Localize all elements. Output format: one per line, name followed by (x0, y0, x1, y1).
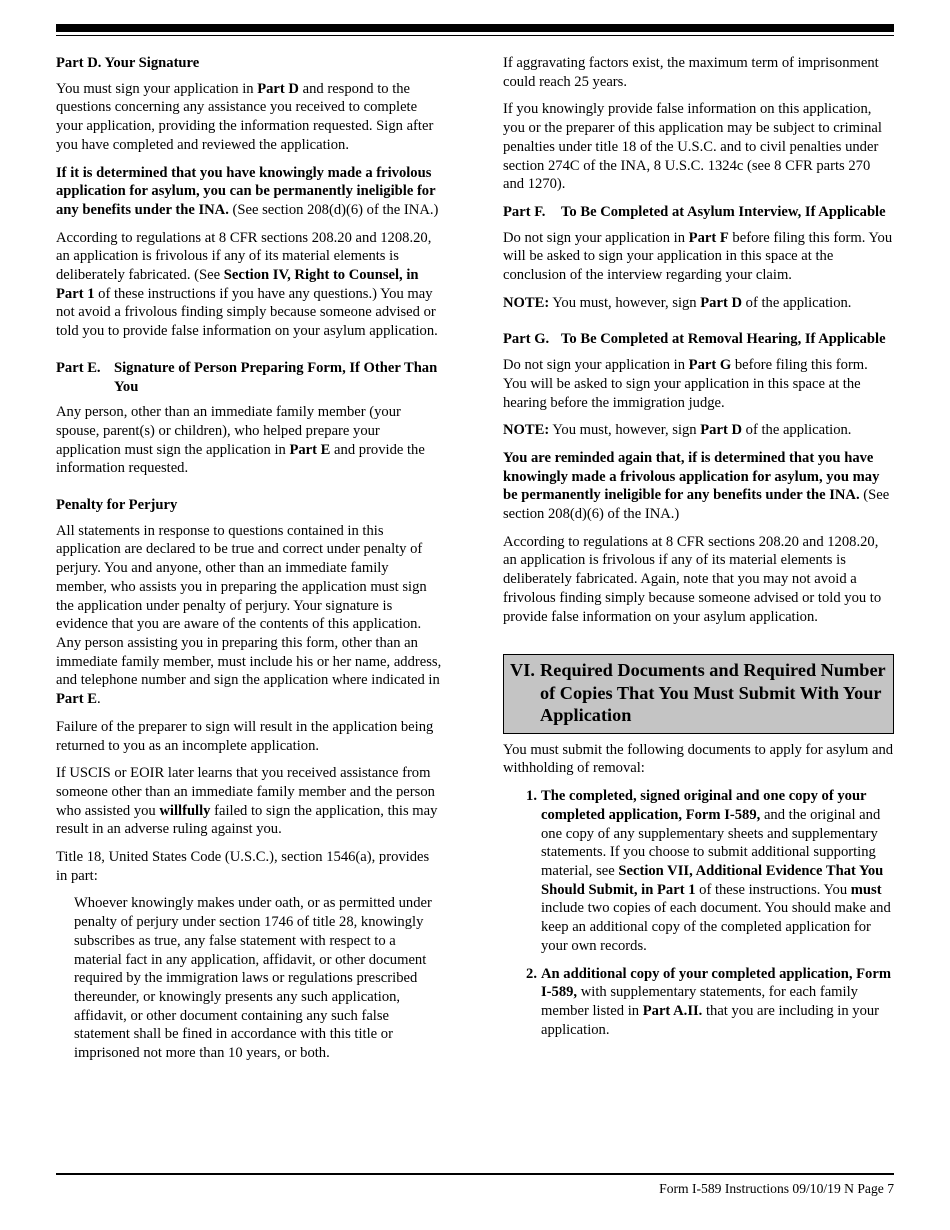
perjury-paragraph-3: If USCIS or EOIR later learns that you received assistance from someone other than an immediate family member and the person who assisted you willfully failed to sign the application, this may result in an adverse ruling against you. (56, 765, 438, 838)
part-d-paragraph-1: You must sign your application in Part D and respond to the questions concerning any assistance you received to complete your application, providing the information requested. Sign after you have completed and reviewed the application. (56, 80, 434, 153)
perjury-paragraph-1: All statements in response to questions contained in this application are declared to be true and correct under penalty of perjury. You and anyone, other than an immediate family member, who assists you in preparing the application must sign the application under penalty of perjury. Your signature is evidence that you are aware of the contents of this application. Any person assisting you in preparing this form, other than an immediate family member, must include his or her name, address, and telephone number and sign the application where indicated in Part E. (56, 522, 442, 708)
section-title: Required Documents and Required Number of Copies That You Must Submit With Your Application (540, 660, 886, 726)
aggravating-factors: If aggravating factors exist, the maximum term of imprisonment could reach 25 years. (503, 55, 879, 90)
frivolous-reminder: You are reminded again that, if is determined that you have knowingly made a frivolous application for asylum, you may be permanently ineligible for any benefits under the INA. (See section 208(d)(6) of the INA.) (503, 449, 890, 523)
footer-rule (56, 1173, 894, 1175)
perjury-paragraph-4: Title 18, United States Code (U.S.C.), section 1546(a), provides in part: (56, 849, 430, 884)
section-vi-heading (503, 654, 894, 734)
list-item: 1. The completed, signed original and one copy of your completed application, Form I-589, and the original and one copy of any supplementary sheets and supplementary statements. If you choose to submit additional supporting material, see Section VII, Additional Evidence That You Should Submit, in Part 1 of these instructions. You must include two copies of each document. You should make and keep an additional copy of the completed application for your own records. (526, 788, 891, 954)
top-rule-thin (56, 35, 894, 36)
part-f-note: NOTE: You must, however, sign Part D of the application. (503, 294, 852, 311)
part-g-heading: Part G. To Be Completed at Removal Hearing, If Applicable (503, 331, 886, 348)
perjury-paragraph-2: Failure of the preparer to sign will result in the application being returned to you as an incomplete application. (56, 718, 434, 754)
part-e-heading: Part E. Signature of Person Preparing Form, If Other Than You (56, 359, 438, 395)
part-d-frivolous-warning: If it is determined that you have knowingly made a frivolous application for asylum, you can be permanently ineligible for any benefits under the INA. (See section 208(d)(6) of the INA.) (56, 164, 439, 218)
left-column (56, 54, 442, 1063)
part-d-regulations: According to regulations at 8 CFR sections 208.20 and 1208.20, an application is frivolous if any of its material elements is deliberately fabricated. (See Section IV, Right to Counsel, in Part 1 of these instructions if you have any questions.) You may not avoid a frivolous finding simply because someone advised or told you to provide false information on your asylum application. (56, 229, 438, 340)
part-d-heading: Part D. Your Signature (56, 55, 200, 71)
usc-quote: Whoever knowingly makes under oath, or as permitted under penalty of perjury under section 1746 of title 28, knowingly subscribes as true, any false statement with respect to a material fact in any application, affidavit, or other document required by the immigration laws or regulations prescribed thereunder, or knowingly presents any such application, affidavit, or other document containing any such false statement shall be fined in accordance with this title or imprisoned not more than 10 years, or both. (74, 895, 432, 1062)
section-number: VI. (510, 660, 535, 681)
section-intro: You must submit the following documents to apply for asylum and withholding of removal: (503, 741, 894, 777)
required-documents-list (503, 787, 894, 1039)
perjury-heading: Penalty for Perjury (56, 497, 178, 514)
right-column (503, 54, 894, 1048)
top-rule-thick (56, 24, 894, 32)
part-g-note: NOTE: You must, however, sign Part D of the application. (503, 422, 852, 439)
list-item: 2. An additional copy of your completed application, Form I-589, with supplementary statements, for each family member listed in Part A.II. that you are including in your application. (526, 965, 891, 1038)
part-f-paragraph: Do not sign your application in Part F before filing this form. You will be asked to sign your application in this space at the conclusion of the interview regarding your claim. (503, 229, 893, 284)
part-e-paragraph: Any person, other than an immediate family member (your spouse, parent(s) or children), who helped prepare your application must sign the application in Part E and provide the information requested. (56, 404, 425, 477)
frivolous-regulations: According to regulations at 8 CFR sections 208.20 and 1208.20, an application is frivolous if any of its material elements is deliberately fabricated. Again, note that you may not avoid a frivolous finding simply because someone advised or told you to provide false information on your asylum application. (503, 533, 882, 625)
page-footer: Form I-589 Instructions 09/10/19 N Page 7 (659, 1181, 894, 1196)
part-f-heading: Part F. To Be Completed at Asylum Interview, If Applicable (503, 203, 886, 220)
false-information-penalties: If you knowingly provide false information on this application, you or the preparer of this application may be subject to criminal penalties under title 18 of the U.S.C. and to civil penalties under section 274C of the INA, 8 U.S.C. 1324c (see 8 CFR parts 270 and 1270). (503, 101, 882, 193)
part-g-paragraph: Do not sign your application in Part G before filing this form. You will be asked to sign your application in this space at the hearing before the immigration judge. (503, 357, 868, 411)
